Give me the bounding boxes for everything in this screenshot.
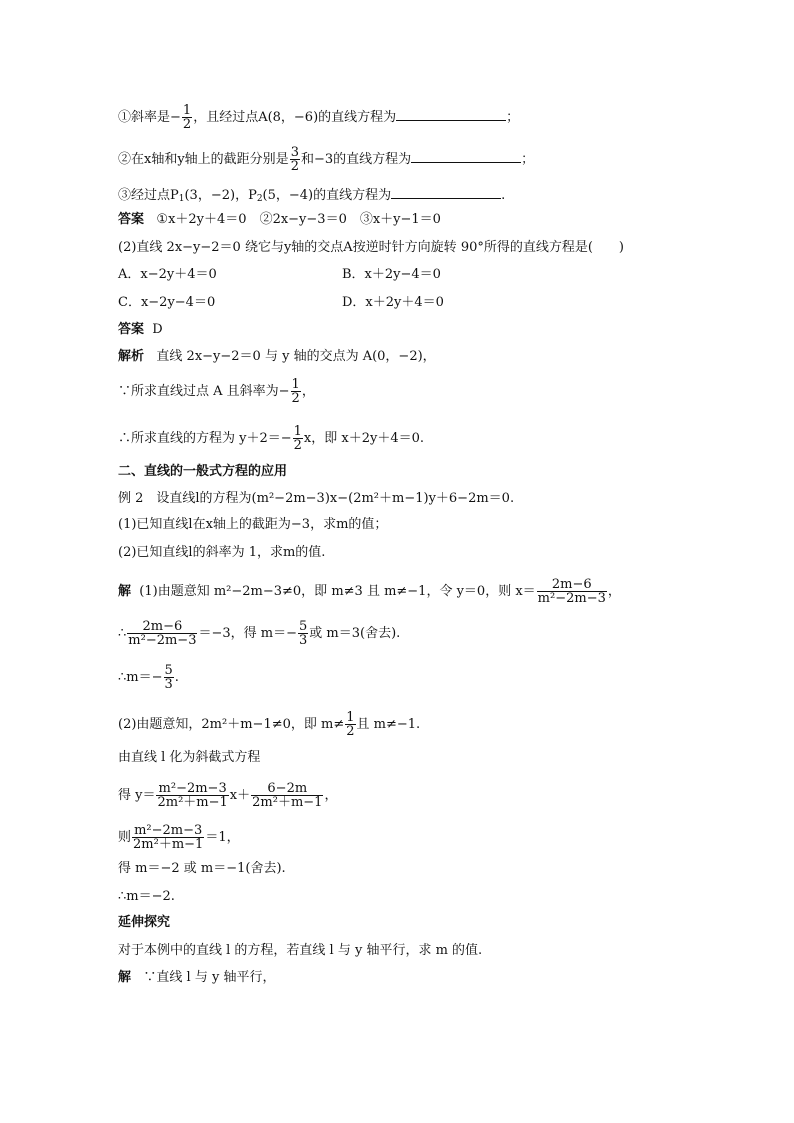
analysis-label: 解析 (118, 349, 145, 364)
answer-blank-3 (391, 186, 501, 199)
option-b: B．x＋2y−4＝0 (342, 267, 441, 282)
problem1-item2: ②在x轴和y轴上的截距分别是 $\frac{3}{2}$ 和−3的直线方程为 ； (118, 145, 535, 174)
fraction: $\frac{1}{2}$ (291, 377, 300, 406)
fraction: $\frac{\text{m²−2m−3}}{\text{2m²＋m−1}}$ (133, 823, 204, 852)
solution-line-9: ∴m＝−2. (118, 889, 175, 904)
option-a: A．x−2y＋4＝0 (118, 267, 217, 282)
answer-1 (118, 211, 441, 229)
option-d: D．x＋2y＋4＝0 (342, 295, 444, 310)
answer-text: ①x＋2y＋4＝0 ②2x−y−3＝0 ③x＋y−1＝0 (156, 212, 441, 227)
problem1-item1: ①斜率是− $\frac{1}{2}$ ，且经过点A(8，−6)的直线方程为 ； (118, 103, 520, 132)
solution-line-7: 则 $\frac{\text{m²−2m−3}}{\text{2m²＋m−1}}$ ＝1， (118, 823, 240, 852)
answer-label: 答案 (118, 212, 145, 227)
fraction-3-2: $\frac{3}{2}$ (290, 145, 299, 174)
fraction: $\frac{5}{3}$ (164, 663, 173, 692)
solution-line-8: 得 m＝−2 或 m＝−1(舍去). (118, 861, 286, 876)
problem1-item3: ③经过点$P_1(3$，−2)，$P_2(5$，−4)的直线方程为 . (118, 188, 506, 204)
fraction: $\frac{\text{m²−2m−3}}{\text{2m²＋m−1}}$ (157, 781, 228, 810)
analysis-line-3: ∴所求直线的方程为 y＋2＝− $\frac{1}{2}$ x，即 x＋2y＋4＝0. (118, 424, 425, 453)
extension-text: 对于本例中的直线 l 的方程，若直线 l 与 y 轴平行，求 m 的值. (118, 943, 483, 958)
item2-text-b: 和−3的直线方程为 (300, 152, 412, 167)
section-title: 二、直线的一般式方程的应用 (118, 464, 288, 479)
question-2-stem: (2)直线 2x−y−2＝0 绕它与y轴的交点A按逆时针方向旋转 90°所得的直线方程是( ) (118, 240, 625, 255)
example-2-line-3: (2)已知直线l的斜率为 1，求m的值. (118, 545, 326, 560)
fraction: $\frac{5}{3}$ (299, 619, 308, 648)
analysis-line-1: 解析 直线 2x−y−2＝0 与 y 轴的交点为 A(0，−2)， (118, 349, 436, 364)
answer-blank-2 (411, 150, 521, 163)
example-2-line-2: (1)已知直线l在x轴上的截距为−3，求m的值； (118, 517, 388, 532)
fraction: $\frac{1}{2}$ (346, 710, 355, 739)
option-c: C．x−2y−4＝0 (118, 295, 216, 310)
fraction: $\frac{2m-6}{\text{m²−2m−3}}$ (537, 577, 606, 606)
fraction-1-2: $\frac{1}{2}$ (182, 103, 192, 132)
solution-line-5: 由直线 l 化为斜截式方程 (118, 750, 261, 765)
analysis-line-2: ∵所求直线过点 A 且斜率为− $\frac{1}{2}$ ， (118, 377, 315, 406)
solution-line-2: ∴ $\frac{2m-6}{\text{m²−2m−3}}$ ＝−3，得 m＝− $\frac{5}{3}$ 或 m＝3(舍去). (118, 619, 401, 648)
example-2-line-1: 例 2 设直线l的方程为(m²−2m−3)x−(2m²＋m−1)y＋6−2m＝0. (118, 491, 515, 506)
solution-line-4: (2)由题意知，2m²＋m−1≠0，即 m≠ $\frac{1}{2}$ 且 m≠−1. (118, 710, 421, 739)
answer-2: 答案 D (118, 322, 163, 337)
fraction: $\frac{6-2m}{\text{2m²＋m−1}}$ (252, 781, 323, 810)
fraction: $\frac{2m-6}{\text{m²−2m−3}}$ (128, 619, 197, 648)
fraction: $\frac{1}{2}$ (293, 424, 302, 453)
solution-line-6: 得 y＝ $\frac{\text{m²−2m−3}}{\text{2m²＋m−1}}$ x＋ $\frac{6-2m}{\text{2m²＋m−1}}$ ， (118, 781, 338, 810)
extension-title: 延伸探究 (118, 915, 171, 930)
extension-solution: 解 ∵直线 l 与 y 轴平行， (118, 970, 276, 985)
answer-blank-1 (396, 108, 506, 121)
solution-line-1: 解 (1)由题意知 m²−2m−3≠0，即 m≠3 且 m≠−1，令 y＝0，则 x＝ $\frac{2m-6}{\text{m²−2m−3}}$ ， (118, 577, 621, 606)
item1-text-b: ，且经过点A(8，−6)的直线方程为 (193, 110, 397, 125)
item2-text-a: ②在x轴和y轴上的截距分别是 (118, 152, 289, 167)
solution-line-3: ∴m＝− $\frac{5}{3}$ . (118, 663, 179, 692)
item1-text-a: ①斜率是− (118, 110, 181, 125)
